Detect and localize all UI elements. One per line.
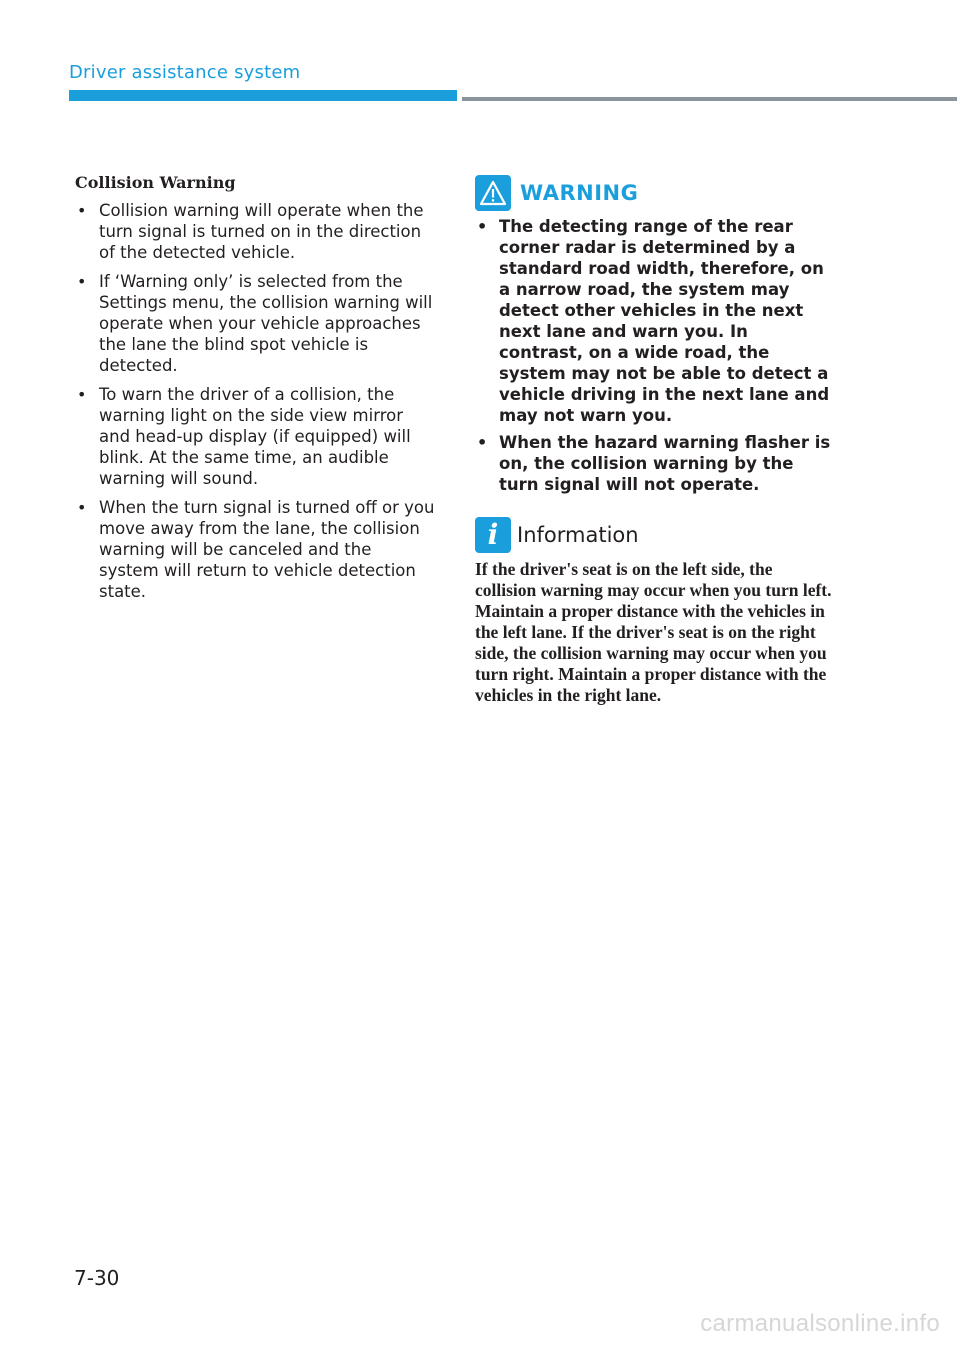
list-item-text: To warn the driver of a collision, the warning light on the side view mirror and head-up display (if equipped) will blink. At the same time, an audible warning will sound. [99,385,411,488]
list-item [75,384,435,489]
list-item [475,216,835,426]
list-item-text: When the turn signal is turned off or you move away from the lane, the collision warning will be canceled and the system will return to vehicle detection state. [99,498,435,601]
warning-triangle-icon [475,175,511,211]
bullet-icon: • [477,433,488,452]
information-header [475,513,835,557]
warning-title: WARNING [520,181,639,205]
watermark: carmanualsonline.info [700,1310,940,1337]
list-item [475,432,835,495]
bullet-icon: • [77,498,87,517]
collision-warning-heading: Collision Warning [75,173,236,192]
collision-warning-list [75,200,435,602]
section-title: Driver assistance system [69,62,301,83]
bullet-icon: • [77,201,87,220]
bullet-icon: • [77,385,87,404]
left-column [75,172,435,610]
information-body: If the driver's seat is on the left side, the collision warning may occur when you turn left. Maintain a proper distance with the vehicles in the left lane. If the driver's seat is on the right side, the collision warning may occur when you turn right. Maintain a proper distance with the vehicles in the right lane. [475,559,832,705]
list-item-text: If ‘Warning only’ is selected from the Settings menu, the collision warning will operate when your vehicle approaches the lane the blind spot vehicle is detected. [99,272,433,375]
list-item-text: The detecting range of the rear corner radar is determined by a standard road width, therefore, on a narrow road, the system may detect other vehicles in the next next lane and warn you. In contrast, on a wide road, the system may not be able to detect a vehicle driving in the next lane and may not warn you. [499,217,830,425]
bullet-icon: • [77,272,87,291]
info-icon: i [475,517,511,553]
list-item [75,271,435,376]
warning-list [475,216,835,495]
right-column [475,172,835,706]
header-rule-accent [69,90,457,101]
page-number: 7-30 [74,1266,120,1290]
warning-header [475,172,835,214]
list-item [75,497,435,602]
list-item-text: Collision warning will operate when the turn signal is turned on in the direction of the detected vehicle. [99,201,424,262]
header-rule [462,97,957,101]
list-item-text: When the hazard warning flasher is on, the collision warning by the turn signal will not operate. [499,433,831,494]
bullet-icon: • [477,217,488,236]
information-title: Information [517,523,639,547]
list-item [75,200,435,263]
